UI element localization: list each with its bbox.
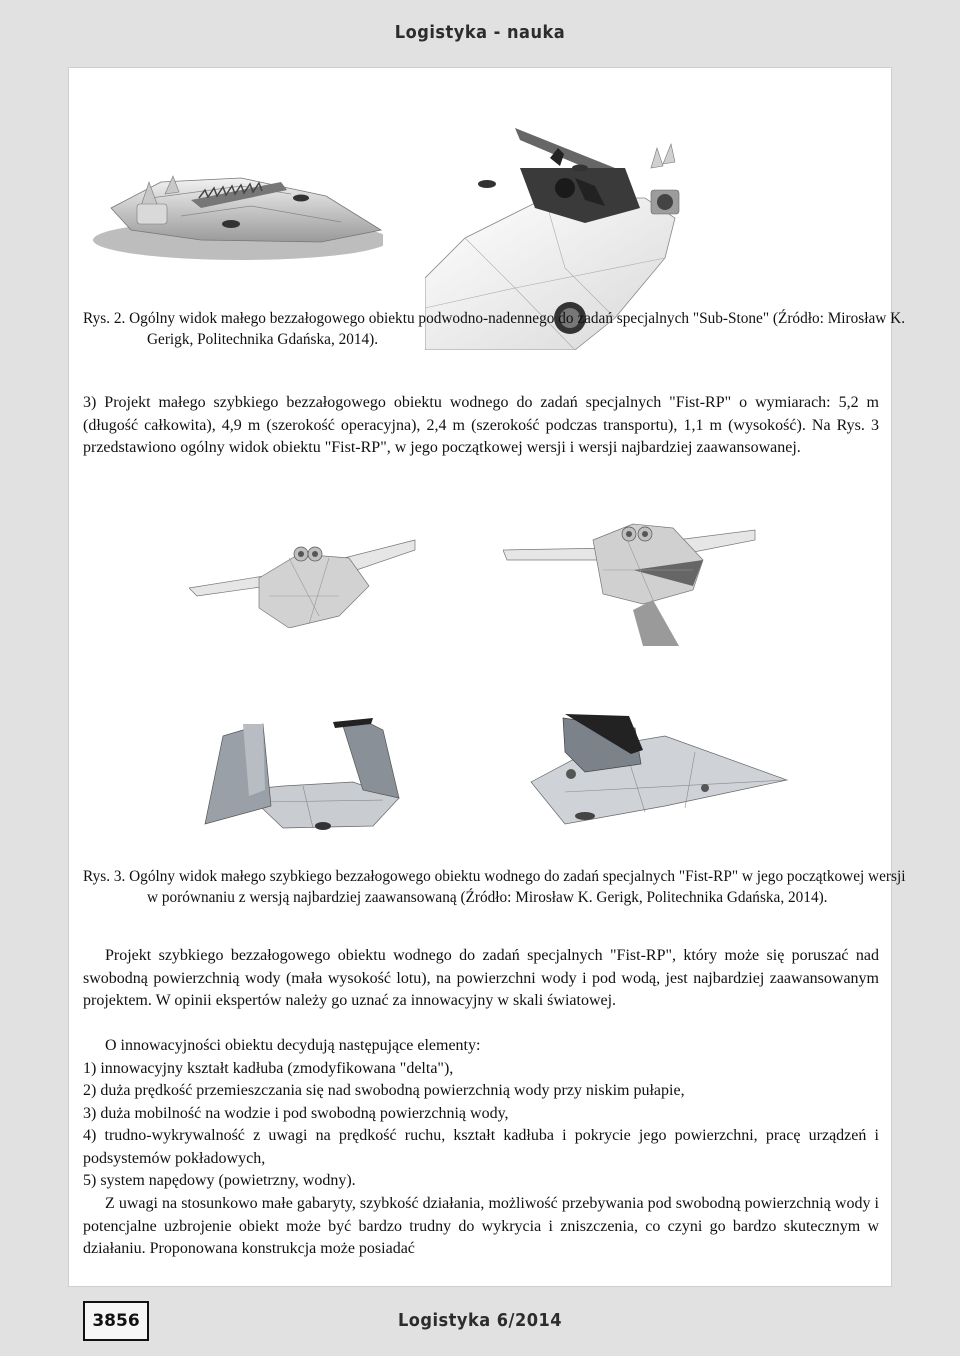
figure-3-caption: Rys. 3. Ogólny widok małego szybkiego bezzałogowego obiektu wodnego do zadań specjalnych "Fist-RP" w jego początkowej wersji w porównaniu z wersją najbardziej zaawansowaną (Źródło: Mirosław K. Gerigk, Politechnika Gdańska, 2014). bbox=[83, 868, 906, 906]
page-sheet bbox=[68, 67, 906, 1287]
innovation-item-1: 1) innowacyjny kształt kadłuba (zmodyfikowana "delta"), bbox=[83, 1059, 454, 1077]
journal-footer: Logistyka 6/2014 bbox=[397, 1310, 563, 1331]
figure-2-left-render bbox=[91, 168, 383, 264]
innovation-elements bbox=[83, 1035, 879, 1193]
paragraph-detection: Z uwagi na stosunkowo małe gabaryty, szybkość działania, możliwość przebywania pod swobodną powierzchnią wody i potencjalne uzbrojenie obiekt może być bardzo trudny do wykrycia i zniszczenia, co czyni go bardzo skutecznym w działaniu. Proponowana konstrukcja może posiadać bbox=[83, 1195, 879, 1257]
innovation-item-3: 3) duża mobilność na wodzie i pod swobodną powierzchnią wody, bbox=[83, 1104, 509, 1122]
innovation-item-4: 4) trudno-wykrywalność z uwagi na prędkość ruchu, kształt kadłuba i pokrycie jego powierzchni, pracę urządzeń i podsystemów pokładowych, bbox=[83, 1127, 879, 1167]
innovation-item-5: 5) system napędowy (powietrzny, wodny). bbox=[83, 1172, 356, 1189]
running-head: Logistyka - nauka bbox=[394, 22, 566, 43]
figure-3-bottom-right-render bbox=[525, 712, 789, 830]
figure-3-top-left-render bbox=[189, 536, 417, 628]
innovation-intro: O innowacyjności obiektu decydują następujące elementy: bbox=[105, 1037, 481, 1054]
figure-3-top-right-render bbox=[503, 520, 757, 646]
paragraph-fist-rp-innovation: Projekt szybkiego bezzałogowego obiektu wodnego do zadań specjalnych "Fist-RP", który może się poruszać nad swobodną powierzchnią wody (mała wysokość lotu), na powierzchni wody i pod wodą, jest najbardziej zaawansowanym projektem. W opinii ekspertów należy go uznać za innowacyjny w skali światowej. bbox=[83, 947, 879, 1009]
paragraph-fist-rp-dimensions: 3) Projekt małego szybkiego bezzałogowego obiektu wodnego do zadań specjalnych "Fist-RP" o wymiarach: 5,2 m (długość całkowita), 4,9 m (szerokość operacyjna), 2,4 m (szerokość podczas transportu), 1,1 m (wysokość). Na Rys. 3 przedstawiono ogólny widok obiektu "Fist-RP", w jego początkowej wersji i wersji najbardziej zaawansowanej. bbox=[83, 394, 879, 456]
figure-3-bottom-left-render bbox=[203, 716, 403, 834]
figure-2-caption: Rys. 2. Ogólny widok małego bezzałogowego obiektu podwodno-nadennego do zadań specjalnych "Sub-Stone" (Źródło: Mirosław K. Gerigk, Politechnika Gdańska, 2014). bbox=[83, 310, 906, 348]
innovation-item-2: 2) duża prędkość przemieszczania się nad swobodną powierzchnią wody przy niskim pułapie, bbox=[83, 1082, 685, 1099]
page-number: 3856 bbox=[83, 1301, 149, 1341]
